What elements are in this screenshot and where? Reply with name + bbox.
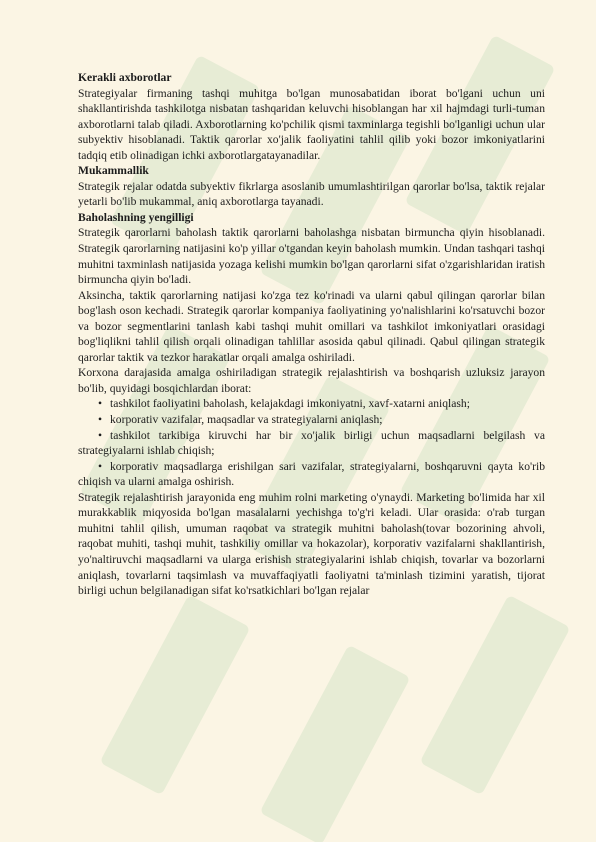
watermark-shape — [259, 645, 410, 842]
bullet-icon: • — [98, 428, 103, 442]
list-item — [78, 396, 545, 412]
paragraph: Aksincha, taktik qarorlarning natijasi ko'zga tez ko'rinadi va ularni qabul qilingan qarorlar bilan bog'lash oson kechadi. Strategik qarorlar kompaniya faoliyatining yo'nalishlarini ko'rsatuvchi bozor va bozor segmentlarini tanlash kabi tashqi muhit omillari va tashkilot imkoniyatlari orasidagi bog'liqlikni tahlil qilish orqali olinadigan tahlillar asosida qabul qilinadi. Qabul qilingan strategik qarorlar taktik va tezkor harakatlar orqali amalga oshiriladi. — [78, 288, 545, 364]
section-heading: Baholashning yengilligi — [78, 210, 194, 224]
watermark-shape — [99, 595, 250, 796]
bullet-icon: • — [98, 413, 103, 427]
watermark-shape — [419, 595, 570, 796]
paragraph: Strategik rejalar odatda subyektiv fikrlarga asoslanib umumlashtirilgan qarorlar bo'lsa, taktik rejalar yetarli bo'lib mukammal, aniq axborotlarga tayanadi. — [78, 179, 545, 209]
paragraph: Korxona darajasida amalga oshiriladigan strategik rejalashtirish va boshqarish uzluksiz jarayon bo'lib, quyidagi bosqichlardan iborat: — [78, 366, 545, 395]
bullet-icon: • — [98, 397, 103, 411]
paragraph: Strategik rejalashtirish jarayonida eng muhim rolni marketing o'ynaydi. Marketing bo'limida har xil murakkablik miqyosida bo'lgan masalalarni yechishga to'g'ri keladi. Ular orasida: o'rab turgan muhitni tahlil qilish, umuman raqobat va strategik muhitni baholash(tovar bozorining ahvoli, raqobat muhiti, tashqi muhit, tashkiliy omillar va hokazolar), korporativ vazifalarni shakllantirish, yo'naltiruvchi maqsadlarni va ularga erishish strategiyalarini ishlab chiqish, tovarlar va bozorlarni aniqlash, tovarlarni taqsimlash va muvaffaqiyatli faoliyatni ta'minlash tizimini yaratish, tijorat birligi uchun belgilanadigan sifat ko'rsatkichlari bo'lgan rejalar — [78, 490, 545, 598]
list-item-text: korporativ maqsadlarga erishilgan sari vazifalar, strategiyalarni, boshqaruvni qayta ko'rib chiqish va ularni amalga oshirish. — [78, 459, 545, 489]
list-item-text: tashkilot tarkibiga kiruvchi har bir xo'jalik birligi uchun maqsadlarni belgilash va strategiyalarni ishlab chiqish; — [78, 428, 545, 458]
bullet-icon: • — [98, 459, 103, 473]
document-page — [78, 70, 545, 599]
list-item — [78, 428, 545, 459]
section-heading: Kerakli axborotlar — [78, 71, 172, 84]
list-item — [78, 412, 545, 428]
paragraph: Strategiyalar firmaning tashqi muhitga bo'lgan munosabatidan iborat bo'lgani uchun uni shakllantirishda tashkilotga nisbatan tashqaridan keluvchi hisoblangan har xil hajmdagi turli-tuman axborotlarni talab qiladi. Axborotlarning ko'pchilik qismi taxminlarga tegishli bo'lganligi uchun ular subyektiv hisoblanadi. Taktik qarorlar xo'jalik faoliyatini tahlil qilib yoki bozor imkoniyatlarini tadqiq etib olinadigan ichki axborotlargatayanadilar. — [78, 86, 545, 162]
paragraph: Strategik qarorlarni baholash taktik qarorlarni baholashga nisbatan birmuncha qiyin hisoblanadi. Strategik qarorlarning natijasini ko'p yillar o'tgandan keyin baholash mumkin. Undan tashqari tashqi muhitni taxminlash natijasida yozaga kelishi mumkin bo'lgan qarorlarni sifat o'zgarishlaridan iratish birmuncha qiyin bo'ladi. — [78, 226, 545, 287]
bullet-list — [78, 396, 545, 489]
list-item — [78, 459, 545, 490]
section-heading: Mukammallik — [78, 164, 149, 178]
list-item-text: korporativ vazifalar, maqsadlar va strategiyalarni aniqlash; — [110, 413, 383, 427]
list-item-text: tashkilot faoliyatini baholash, kelajakdagi imkoniyatni, xavf-xatarni aniqlash; — [110, 397, 470, 411]
